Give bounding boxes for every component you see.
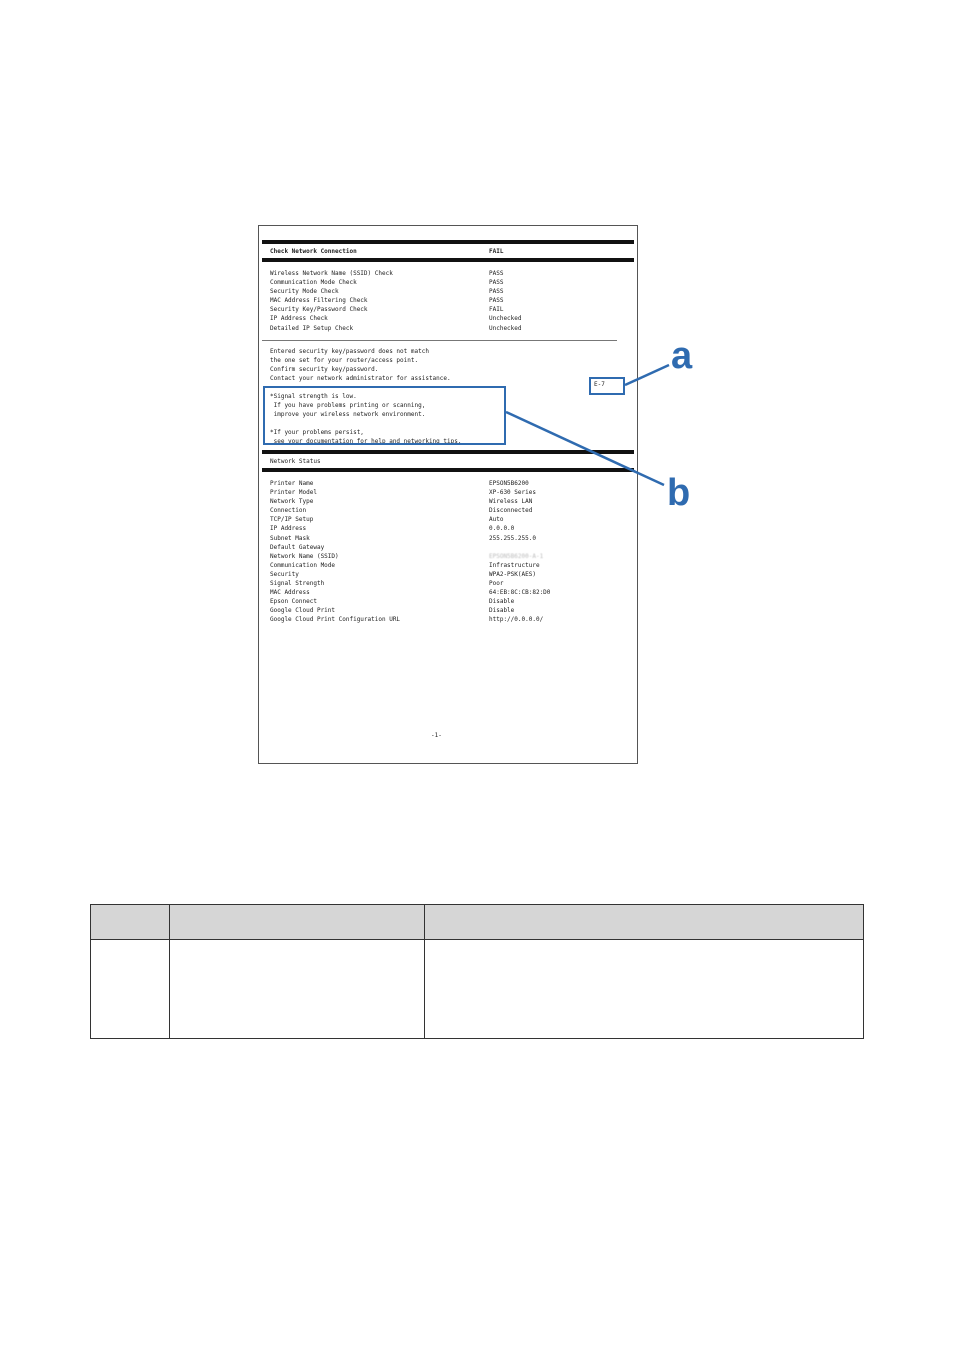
table-row <box>91 940 864 1039</box>
report-row-label: Security Mode Check <box>270 288 339 296</box>
report-row-value: Infrastructure <box>489 561 540 569</box>
report-row-label: Google Cloud Print Configuration URL <box>270 616 401 624</box>
leader-a <box>625 365 669 385</box>
report-row-label: Signal Strength <box>270 580 325 588</box>
report-row-value: Wireless LAN <box>489 498 533 506</box>
report-row-value: 64:EB:8C:CB:82:D0 <box>489 589 551 597</box>
report-row-value: Unchecked <box>489 315 522 323</box>
callout-a-letter: a <box>671 335 693 377</box>
report-row-label: Printer Model <box>270 489 317 497</box>
report-row-value: Unchecked <box>489 324 522 332</box>
text-line: see your documentation for help and networking tips. <box>270 438 462 446</box>
report-row-label: TCP/IP Setup <box>270 516 314 524</box>
report-row-label: Security Key/Password Check <box>270 306 368 314</box>
table-cell <box>91 940 170 1039</box>
report-row-label: Epson Connect <box>270 598 317 606</box>
report-row-value: http://0.0.0.0/ <box>489 616 544 624</box>
text-line: Entered security key/password does not match <box>270 348 429 355</box>
report-row-label: Communication Mode <box>270 561 336 569</box>
report-row-label: Detailed IP Setup Check <box>270 324 354 332</box>
report-row-value: Disable <box>489 598 515 606</box>
report-row-value: PASS <box>489 279 504 287</box>
page-number: -1- <box>431 732 442 739</box>
report-row-value: PASS <box>489 288 504 296</box>
report-row-label: Communication Mode Check <box>270 279 357 287</box>
error-code: E-7 <box>594 381 605 388</box>
text-line: *If your problems persist, <box>270 429 364 437</box>
report-row-value: Disable <box>489 607 515 615</box>
text-line: improve your wireless network environment. <box>270 411 426 419</box>
table-cell <box>424 940 863 1039</box>
text-line: Contact your network administrator for assistance. <box>270 375 451 383</box>
report-row-label: IP Address <box>270 525 307 533</box>
info-table <box>90 904 864 1039</box>
report-row-value: FAIL <box>489 306 504 314</box>
report-row-label: Connection <box>270 507 307 515</box>
report-row-label: Security <box>270 570 299 578</box>
report-row-label: Network Name (SSID) <box>270 552 339 560</box>
table-header-cell <box>424 905 863 940</box>
text-line: *Signal strength is low. <box>270 393 357 400</box>
report-row-label: Network Type <box>270 498 314 506</box>
callout-b-letter: b <box>667 472 691 514</box>
report-row-value: PASS <box>489 297 504 305</box>
report-row-value: PASS <box>489 270 504 277</box>
report-header-label: Check Network Connection <box>270 248 357 255</box>
report-row-label: MAC Address Filtering Check <box>270 297 368 305</box>
report-row-value: 255.255.255.0 <box>489 534 536 542</box>
report-row-value: EPSON5B6200 <box>489 480 529 487</box>
report-row-label: Default Gateway <box>270 543 325 551</box>
report-row-label: MAC Address <box>270 589 310 597</box>
text-line: Confirm security key/password. <box>270 366 379 374</box>
status-title: Network Status <box>270 458 321 465</box>
table-header-cell <box>169 905 424 940</box>
report-row-label: Subnet Mask <box>270 534 310 542</box>
report-row-value: XP-630 Series <box>489 489 536 497</box>
report-row-value: Poor <box>489 580 504 588</box>
table-header-row <box>91 905 864 940</box>
report-row-value: Disconnected <box>489 507 533 515</box>
table-cell <box>169 940 424 1039</box>
report-row-label: IP Address Check <box>270 315 328 323</box>
report-row-value: 0.0.0.0 <box>489 525 515 533</box>
report-row-value: EPSON5B6200-A-1 <box>489 552 544 560</box>
text-line: the one set for your router/access point. <box>270 357 419 365</box>
report-row-label: Wireless Network Name (SSID) Check <box>270 270 393 277</box>
text-line: If you have problems printing or scanning, <box>270 402 426 410</box>
report-header-value: FAIL <box>489 248 504 255</box>
table-header-cell <box>91 905 170 940</box>
report-row-value: Auto <box>489 516 504 524</box>
report-row-label: Printer Name <box>270 480 314 487</box>
report-row-label: Google Cloud Print <box>270 607 336 615</box>
leader-b <box>506 412 664 485</box>
report-row-value: WPA2-PSK(AES) <box>489 570 536 578</box>
